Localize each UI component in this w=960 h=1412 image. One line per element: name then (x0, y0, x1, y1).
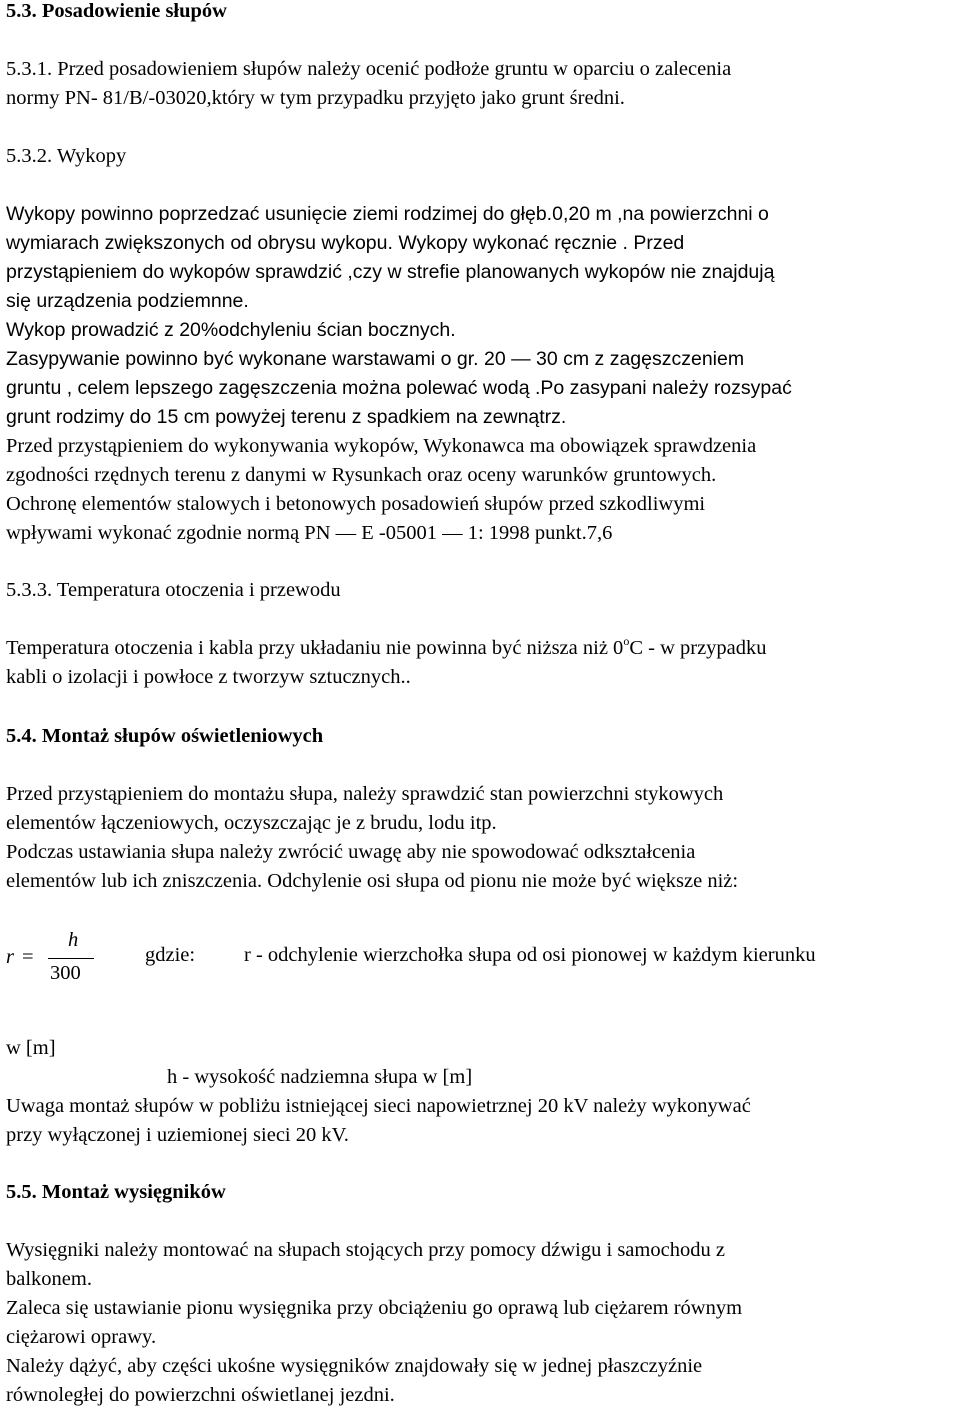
degree-superscript: o (623, 634, 630, 648)
deviation-formula (6, 926, 96, 990)
formula-unit: w [m] (6, 1037, 56, 1059)
paragraph-uwaga (6, 1092, 954, 1150)
text-line: Zaleca się ustawianie pionu wysięgnika przy obciążeniu go oprawą lub ciężarem równym (6, 1297, 743, 1319)
text-line: Wysięgniki należy montować na słupach stojących przy pomocy dźwigu i samochodu z (6, 1239, 725, 1261)
text-line: Przed przystąpieniem do wykonywania wykopów, Wykonawca ma obowiązek sprawdzenia (6, 435, 757, 457)
text-line: równoległej do powierzchni oświetlanej jezdni. (6, 1384, 395, 1406)
text-line: wpływami wykonać zgodnie normą PN — E -05001 — 1: 1998 punkt.7,6 (6, 522, 613, 544)
text-line: elementów lub ich zniszczenia. Odchylenie osi słupa od pionu nie może być większe niż: (6, 870, 739, 892)
paragraph-nalezy (6, 1352, 954, 1410)
text-line: elementów łączeniowych, oczyszczając je z brudu, lodu itp. (6, 812, 497, 834)
paragraph-wykopy (6, 200, 954, 316)
text-line: wymiarach zwiększonych od obrysu wykopu. Wykopy wykonać ręcznie . Przed (6, 232, 685, 254)
paragraph-temperatura (6, 634, 954, 692)
formula-numerator: h (68, 929, 79, 951)
section-heading-5-5: 5.5. Montaż wysięgników (6, 1181, 226, 1203)
text-line: Zasypywanie powinno być wykonane warstawami o gr. 20 — 30 cm z zagęszczeniem (6, 348, 745, 370)
paragraph-zaleca (6, 1294, 954, 1352)
formula-lhs: r (6, 946, 14, 968)
text-line (6, 634, 767, 663)
subsection-heading-5-3-3: 5.3.3. Temperatura otoczenia i przewodu (6, 579, 341, 601)
temperature-text: Temperatura otoczenia i kabla przy układaniu nie powinna być niższa niż 0 (6, 637, 624, 659)
subsection-heading-5-3-2: 5.3.2. Wykopy (6, 145, 127, 167)
temperature-text-end: C - w przypadku (629, 637, 767, 659)
text-line: Podczas ustawiania słupa należy zwrócić uwagę aby nie spowodować odkształcenia (6, 841, 696, 863)
text-line: Uwaga montaż słupów w pobliżu istniejącej sieci napowietrznej 20 kV należy wykonywać (6, 1095, 751, 1117)
paragraph-ochrona (6, 490, 954, 548)
text-line: kabli o izolacji i powłoce z tworzyw sztucznych.. (6, 666, 411, 688)
paragraph-wykop-odchylenie (6, 316, 954, 345)
paragraph-montaz-przed (6, 780, 954, 838)
text-line: Należy dążyć, aby części ukośne wysięgników znajdowały się w jednej płaszczyźnie (6, 1355, 703, 1377)
section-heading-5-3: 5.3. Posadowienie słupów (6, 0, 227, 22)
text-line: Wykop prowadzić z 20%odchyleniu ścian bocznych. (6, 319, 456, 341)
paragraph-sprawdzenie (6, 432, 954, 490)
text-line: grunt rodzimy do 15 cm powyżej terenu z spadkiem na zewnątrz. (6, 406, 567, 428)
paragraph-zasypywanie (6, 345, 954, 432)
text-line: przy wyłączonej i uziemionej sieci 20 kV. (6, 1124, 349, 1146)
formula-h-definition: h - wysokość nadziemna słupa w [m] (167, 1066, 473, 1088)
paragraph-5-3-1 (6, 55, 954, 113)
text-line: zgodności rzędnych terenu z danymi w Rysunkach oraz oceny warunków gruntowych. (6, 464, 717, 486)
text-line: się urządzenia podziemnne. (6, 290, 249, 312)
section-heading-5-4: 5.4. Montaż słupów oświetleniowych (6, 725, 324, 747)
text-line: Ochronę elementów stalowych i betonowych posadowień słupów przed szkodliwymi (6, 493, 706, 515)
text-line: gruntu , celem lepszego zagęszczenia można polewać wodą .Po zasypani należy rozsypać (6, 377, 792, 399)
text-line: przystąpieniem do wykopów sprawdzić ,czy w strefie planowanych wykopów nie znajdują (6, 261, 775, 283)
text-line: ciężarowi oprawy. (6, 1326, 157, 1348)
text-line: normy PN- 81/B/-03020,który w tym przypadku przyjęto jako grunt średni. (6, 87, 625, 109)
formula-r-definition: r - odchylenie wierzchołka słupa od osi pionowej w każdym kierunku (244, 944, 816, 966)
formula-gdzie-label: gdzie: (145, 944, 196, 966)
paragraph-montaz-ustawianie (6, 838, 954, 896)
formula-equals: = (22, 946, 34, 968)
text-line: Przed przystąpieniem do montażu słupa, należy sprawdzić stan powierzchni stykowych (6, 783, 724, 805)
text-line: balkonem. (6, 1268, 92, 1290)
paragraph-wysiegniki (6, 1236, 954, 1294)
text-line: 5.3.1. Przed posadowieniem słupów należy ocenić podłoże gruntu w oparciu o zalecenia (6, 58, 732, 80)
text-line: Wykopy powinno poprzedzać usunięcie ziemi rodzimej do głęb.0,20 m ,na powierzchni o (6, 203, 769, 225)
formula-denominator: 300 (50, 962, 81, 984)
